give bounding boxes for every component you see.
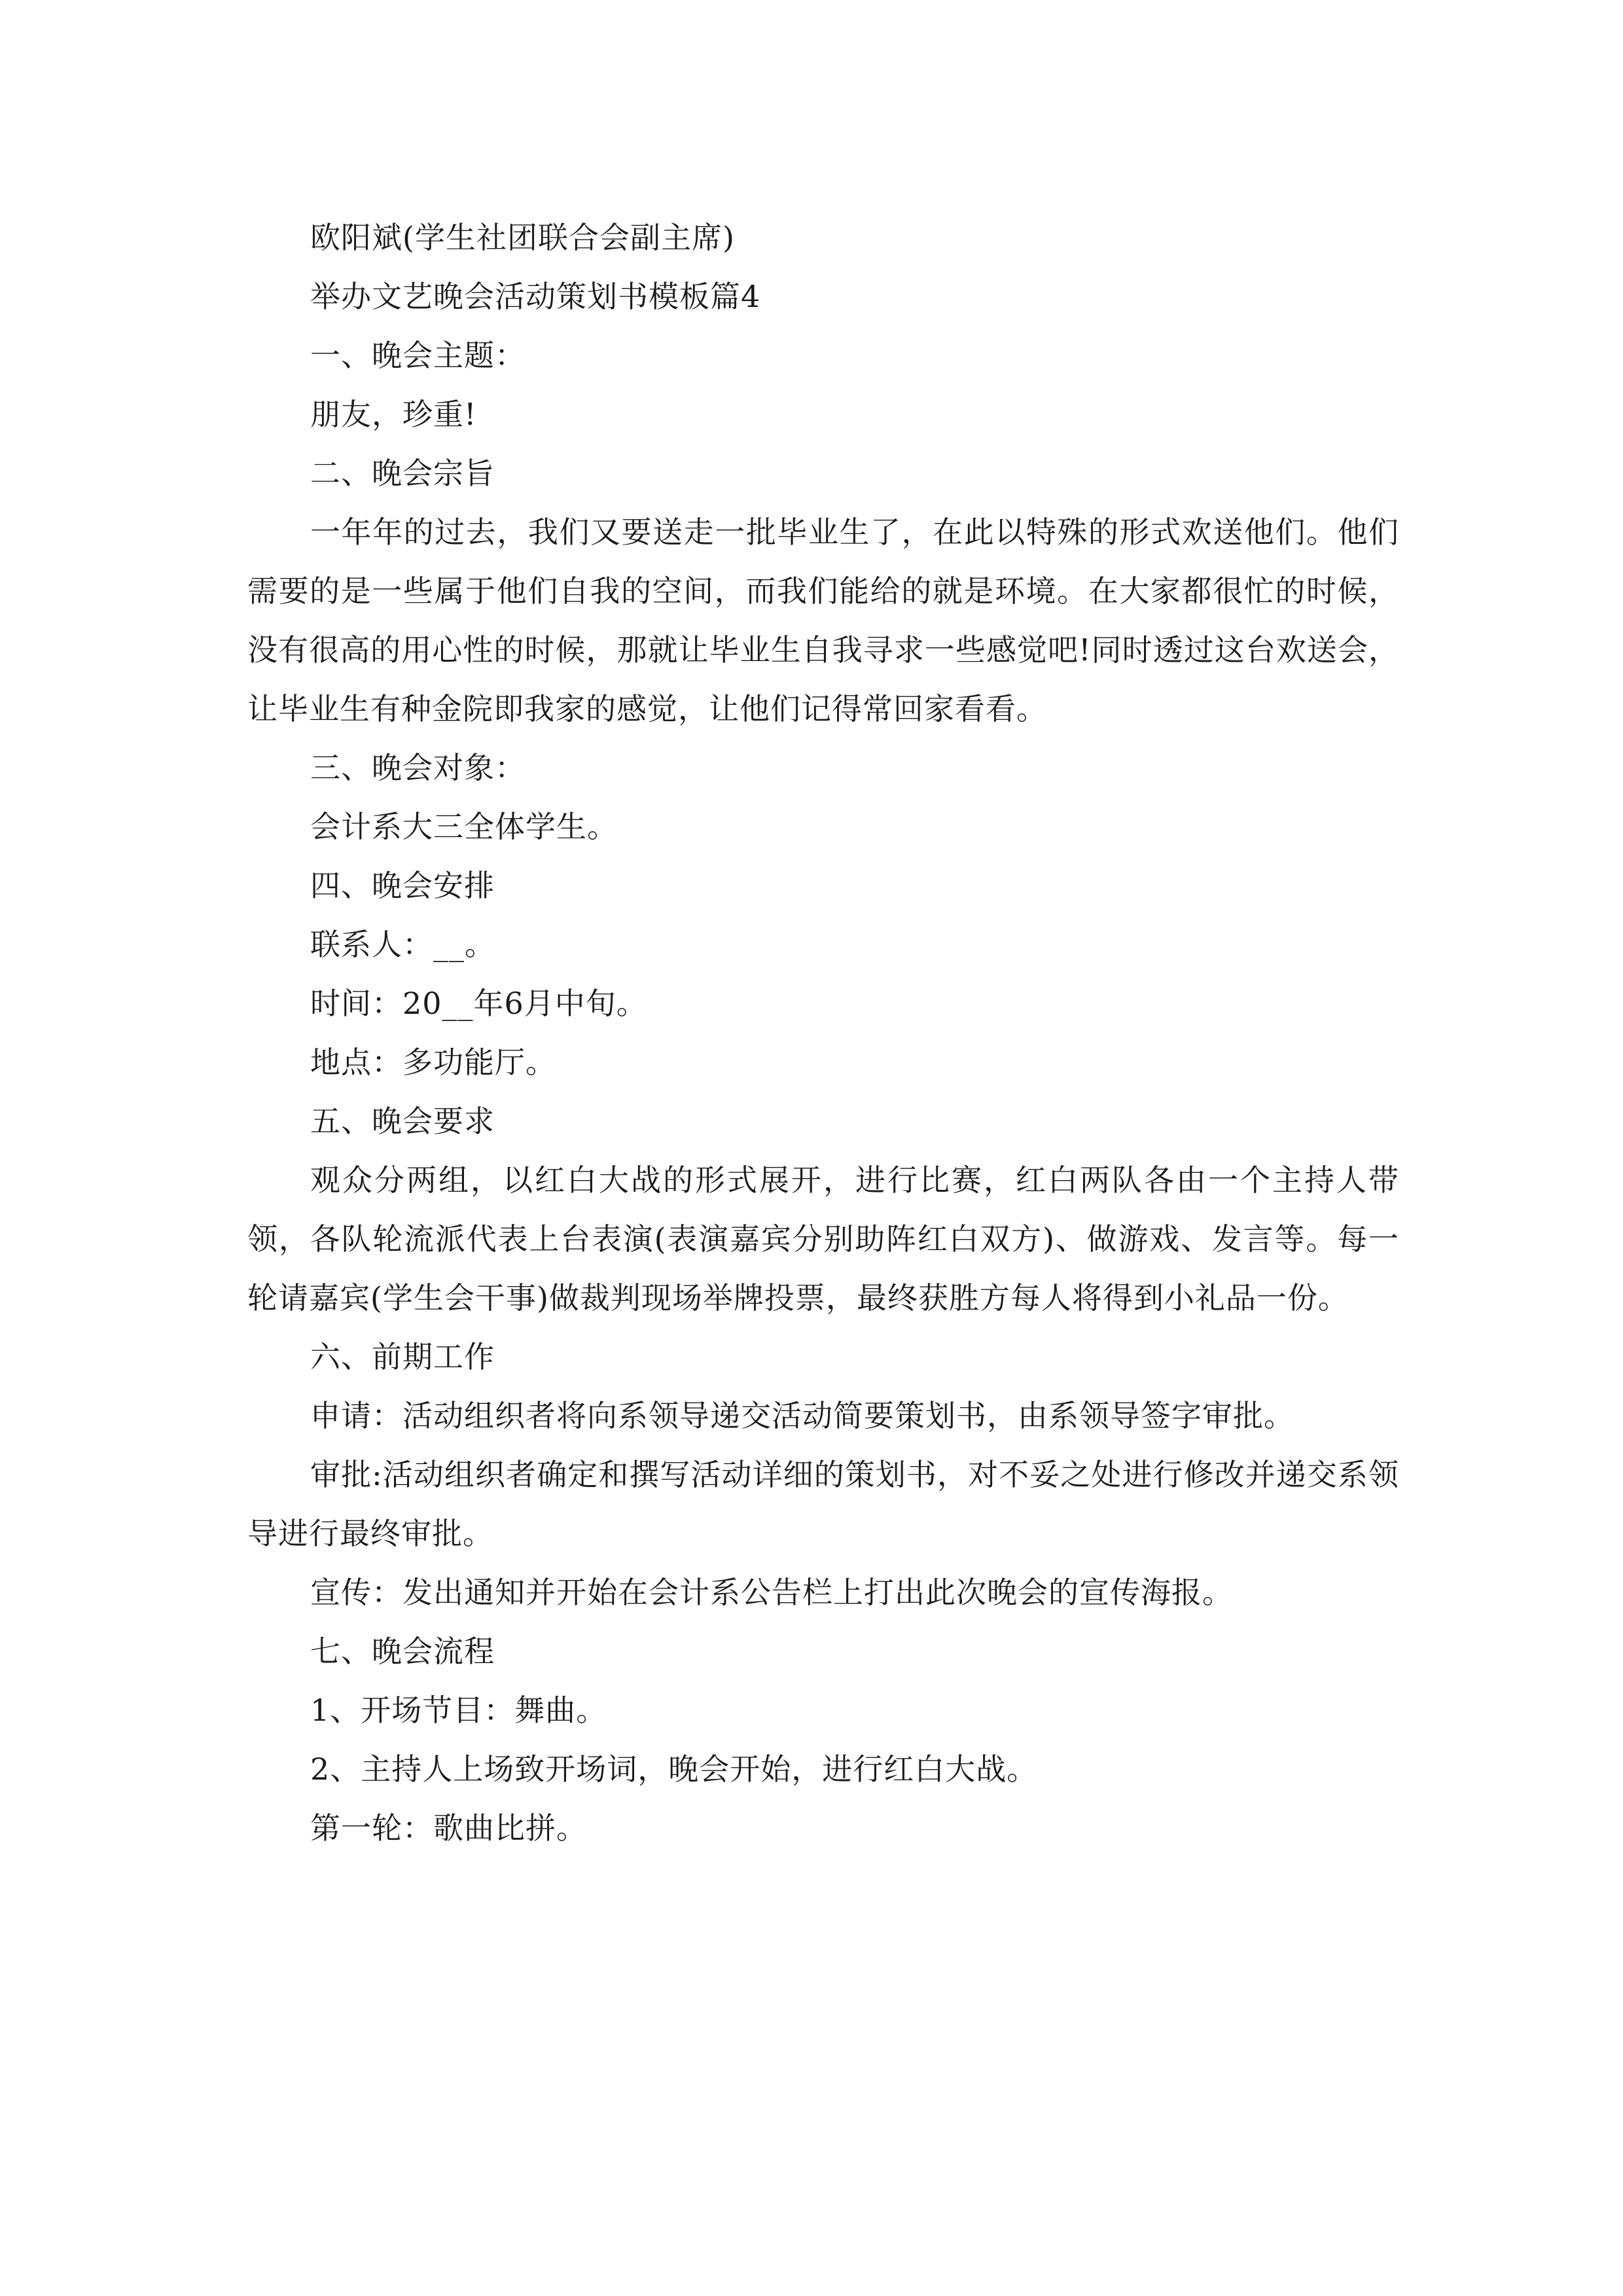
document-body: [247, 208, 1399, 1857]
theme-text: 朋友，珍重!: [310, 397, 477, 432]
flow-round-1: 第一轮：歌曲比拼。: [310, 1810, 587, 1846]
contact-line: 联系人：__。: [310, 927, 495, 962]
heading-preparation: 六、前期工作: [310, 1339, 495, 1374]
publicity-line: 宣传：发出通知并开始在会计系公告栏上打出此次晚会的宣传海报。: [310, 1575, 1233, 1610]
approval-paragraph: 审批:活动组织者确定和撰写活动详细的策划书，对不妥之处进行修改并递交系领导进行最终审批。: [247, 1457, 1399, 1551]
signature-line: 欧阳斌(学生社团联合会副主席): [310, 220, 735, 255]
requirements-paragraph: 观众分两组，以红白大战的形式展开，进行比赛，红白两队各由一个主持人带领，各队轮流派代表上台表演(表演嘉宾分别助阵红白双方)、做游戏、发言等。每一轮请嘉宾(学生会干事)做裁判现场举牌投票，最终获胜方每人将得到小礼品一份。: [247, 1162, 1399, 1316]
heading-requirements: 五、晚会要求: [310, 1103, 495, 1139]
purpose-paragraph: 一年年的过去，我们又要送走一批毕业生了，在此以特殊的形式欢送他们。他们需要的是一些属于他们自我的空间，而我们能给的就是环境。在大家都很忙的时候，没有很高的用心性的时候，那就让毕业生自我寻求一些感觉吧!同时透过这台欢送会，让毕业生有种金院即我家的感觉，让他们记得常回家看看。: [247, 514, 1399, 726]
flow-item-2: 2、主持人上场致开场词，晚会开始，进行红白大战。: [310, 1751, 1038, 1787]
time-line: 时间：20__年6月中旬。: [310, 986, 647, 1021]
location-line: 地点：多功能厅。: [310, 1045, 556, 1080]
heading-flow: 七、晚会流程: [310, 1634, 495, 1669]
audience-text: 会计系大三全体学生。: [310, 809, 618, 844]
heading-theme: 一、晚会主题：: [310, 338, 526, 373]
heading-purpose: 二、晚会宗旨: [310, 456, 495, 491]
application-line: 申请：活动组织者将向系领导递交活动简要策划书，由系领导签字审批。: [310, 1398, 1294, 1433]
heading-audience: 三、晚会对象：: [310, 750, 526, 785]
heading-arrangement: 四、晚会安排: [310, 868, 495, 903]
section-title: 举办文艺晚会活动策划书模板篇4: [310, 279, 761, 314]
flow-item-1: 1、开场节目：舞曲。: [310, 1693, 607, 1728]
